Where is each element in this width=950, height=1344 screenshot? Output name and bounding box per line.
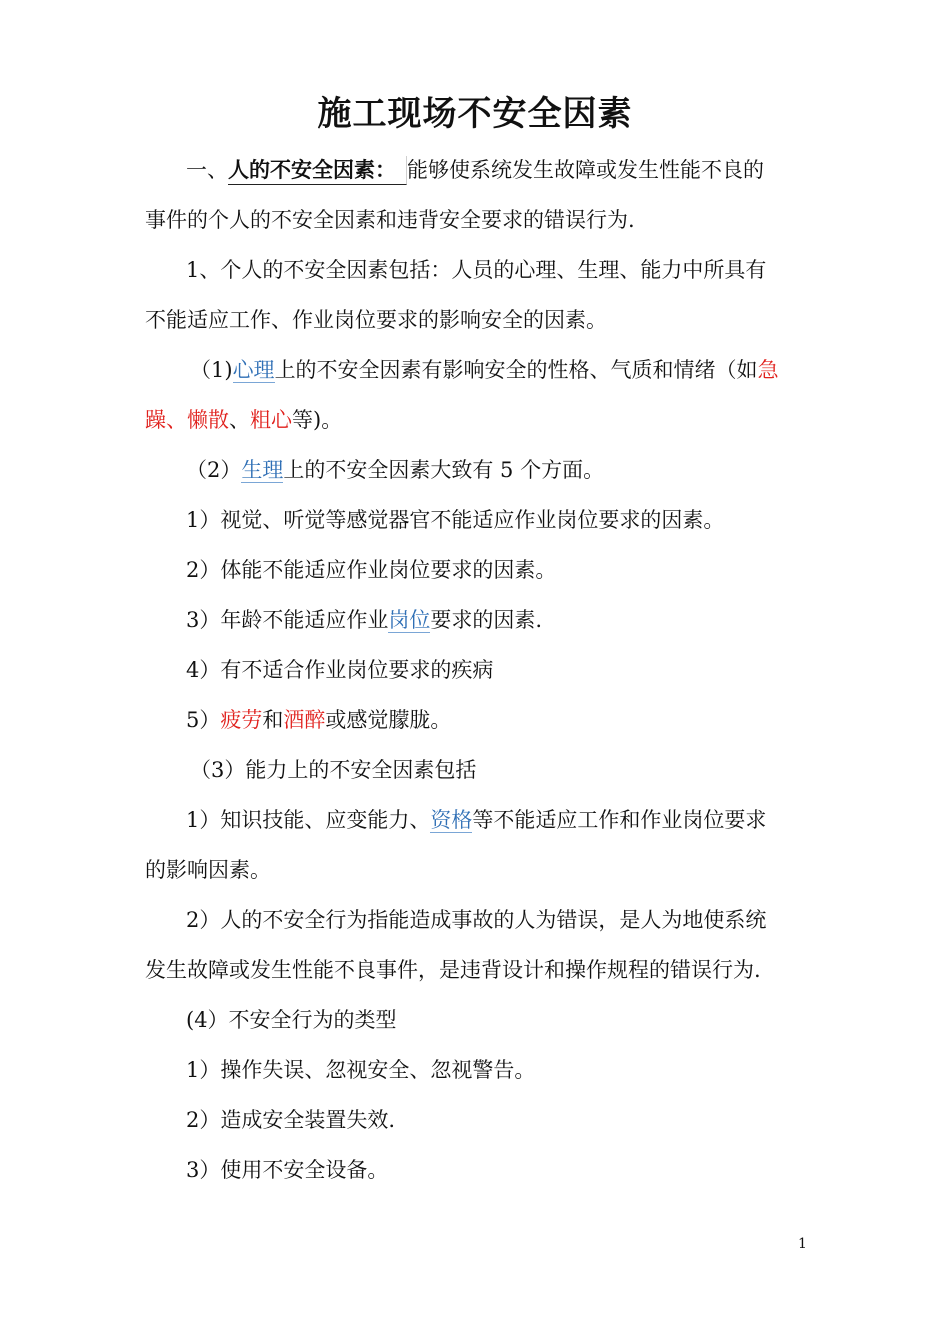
list-b-item-1-pre: 1）知识技能、应变能力、 <box>186 808 431 832</box>
list-a-item-5-post: 或感觉朦胧。 <box>325 708 452 732</box>
page-number: 1 <box>798 1236 807 1252</box>
section-1-heading: 人的不安全因素： <box>228 156 407 185</box>
para-2-prefix: （1) <box>190 358 233 382</box>
list-b-item-2-line-1: 2）人的不安全行为指能造成事故的人为错误，是人为地使系统 <box>186 908 767 932</box>
list-b-item-2-line-2: 发生故障或发生性能不良事件，是违背设计和操作规程的错误行为. <box>145 958 761 982</box>
list-b-item-1-line-2: 的影响因素。 <box>145 858 271 882</box>
section-1-line-2: 事件的个人的不安全因素和违背安全要求的错误行为. <box>145 208 635 232</box>
document-title: 施工现场不安全因素 <box>317 94 633 134</box>
list-a-item-3 <box>186 605 542 635</box>
highlight-careless: 粗心 <box>250 408 292 432</box>
para-3-line <box>186 455 604 485</box>
list-c-item-3: 3）使用不安全设备。 <box>186 1158 389 1182</box>
para-2-end: 等)。 <box>292 408 343 432</box>
list-c-item-2: 2）造成安全装置失效. <box>186 1108 396 1132</box>
para-1-line-2: 不能适应工作、作业岗位要求的影响安全的因素。 <box>145 308 607 332</box>
para-5-line: (4）不安全行为的类型 <box>186 1008 397 1032</box>
para-2-sep-2: 、 <box>229 408 250 432</box>
list-a-item-5-mid: 和 <box>262 708 284 732</box>
highlight-impatient-1: 急 <box>757 358 779 382</box>
para-4-line: （3）能力上的不安全因素包括 <box>190 758 477 782</box>
highlight-sep-1: 、 <box>166 408 187 432</box>
list-a-item-4: 4）有不适合作业岗位要求的疾病 <box>186 658 494 682</box>
link-position[interactable]: 岗位 <box>388 608 431 632</box>
list-c-item-1: 1）操作失误、忽视安全、忽视警告。 <box>186 1058 536 1082</box>
highlight-impatient-2: 躁 <box>145 408 166 432</box>
section-1-line-1 <box>186 155 764 185</box>
link-qualification[interactable]: 资格 <box>430 808 473 832</box>
link-physiology[interactable]: 生理 <box>241 458 284 482</box>
para-1-line-1: 1、个人的不安全因素包括：人员的心理、生理、能力中所具有 <box>186 258 767 282</box>
list-a-item-2: 2）体能不能适应作业岗位要求的因素。 <box>186 558 557 582</box>
section-1-prefix: 一、 <box>186 158 228 182</box>
para-2-line-2 <box>145 405 342 435</box>
list-b-item-1-line-1 <box>186 805 766 835</box>
list-a-item-1: 1）视觉、听觉等感觉器官不能适应作业岗位要求的因素。 <box>186 508 725 532</box>
para-3-text: 上的不安全因素大致有 5 个方面。 <box>283 458 605 482</box>
highlight-lazy: 懒散 <box>187 408 229 432</box>
highlight-fatigue: 疲劳 <box>220 708 263 732</box>
section-1-text-a: 能够使系统发生故障或发生性能不良的 <box>407 158 764 182</box>
list-a-item-3-post: 要求的因素. <box>430 608 543 632</box>
para-2-mid: 上的不安全因素有影响安全的性格、气质和情绪（如 <box>274 358 758 382</box>
list-a-item-5-pre: 5） <box>186 708 221 732</box>
list-a-item-5 <box>186 705 451 735</box>
list-b-item-1-post: 等不能适应工作和作业岗位要求 <box>472 808 767 832</box>
para-2-line-1 <box>190 355 779 385</box>
highlight-drunk: 酒醉 <box>283 708 326 732</box>
para-3-prefix: （2） <box>186 458 242 482</box>
list-a-item-3-pre: 3）年龄不能适应作业 <box>186 608 389 632</box>
link-psychology[interactable]: 心理 <box>232 358 275 382</box>
